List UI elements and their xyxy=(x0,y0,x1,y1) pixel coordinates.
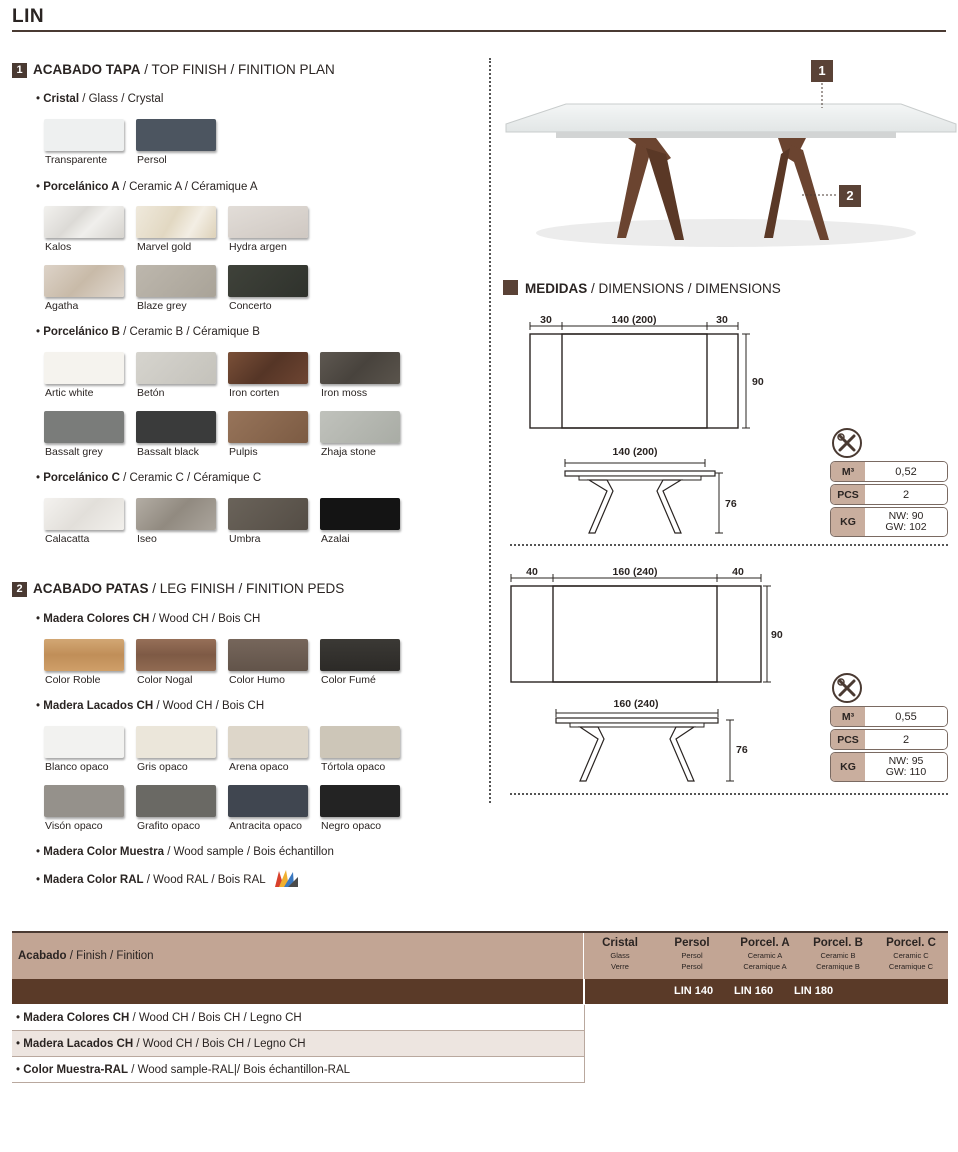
swatch-zhaja-stone[interactable] xyxy=(320,411,400,443)
finish-table-header xyxy=(12,931,948,979)
swatch-gris-opaco[interactable] xyxy=(136,726,216,758)
swatch-label: Color Roble xyxy=(45,674,101,686)
swatch-negro-opaco[interactable] xyxy=(320,785,400,817)
net-weight: NW: 90 xyxy=(888,510,924,522)
spec-value: 0,55 xyxy=(865,707,947,726)
gross-weight: GW: 102 xyxy=(885,521,927,533)
column-sub: Ceramique B xyxy=(816,962,860,971)
bullet: • xyxy=(36,472,44,484)
column-sub: Persol xyxy=(681,951,703,960)
column-porcel-b xyxy=(802,937,874,972)
spec-box-140 xyxy=(830,428,948,539)
bullet: • xyxy=(36,874,44,886)
heading-bold: MEDIDAS xyxy=(525,281,588,296)
category-bold: Madera Color RAL xyxy=(43,874,144,886)
spec-row-pieces xyxy=(830,729,948,750)
spec-row-weight xyxy=(830,752,948,782)
row-rest: / Wood CH / Bois CH / Legno CH xyxy=(129,1012,302,1024)
table-label xyxy=(18,950,154,962)
bullet: • xyxy=(36,93,44,105)
swatch-label: Agatha xyxy=(45,300,79,312)
swatch-label: Iseo xyxy=(137,533,157,545)
category-bold: Madera Color Muestra xyxy=(43,846,165,858)
swatch-label: Color Humo xyxy=(229,674,286,686)
category-rest: / Wood CH / Bois CH xyxy=(153,700,265,712)
swatch-color-nogal[interactable] xyxy=(136,639,216,671)
swatch-concerto[interactable] xyxy=(228,265,308,297)
spec-value: 2 xyxy=(865,730,947,749)
column-cristal xyxy=(584,937,656,972)
table-label-bold: Acabado xyxy=(18,950,67,962)
category-rest: / Wood RAL / Bois RAL xyxy=(143,874,266,886)
spec-key: M³ xyxy=(831,707,865,726)
spec-key: KG xyxy=(831,508,865,536)
swatch-tortola-opaco[interactable] xyxy=(320,726,400,758)
swatch-label: Calacatta xyxy=(45,533,90,545)
swatch-label: Antracita opaco xyxy=(229,820,302,832)
row-bold: Color Muestra-RAL xyxy=(23,1064,129,1076)
top-view-diagram-160 xyxy=(505,562,785,692)
callout-badge-1: 1 xyxy=(811,60,833,82)
swatch-azalai[interactable] xyxy=(320,498,400,530)
swatch-label: Bassalt grey xyxy=(45,446,103,458)
category-rest: / Ceramic A / Céramique A xyxy=(119,181,258,193)
spec-row-volume xyxy=(830,461,948,482)
row-bold: Madera Lacados CH xyxy=(23,1038,134,1050)
category-rest: / Glass / Crystal xyxy=(79,93,164,105)
dim-front-width: 140 (200) xyxy=(612,446,658,458)
swatch-umbra[interactable] xyxy=(228,498,308,530)
swatch-pulpis[interactable] xyxy=(228,411,308,443)
table-row xyxy=(12,1005,585,1031)
column-title: Porcel. B xyxy=(813,937,863,949)
category-porcelanico-a xyxy=(36,181,258,193)
section-title-bold: ACABADO TAPA xyxy=(33,62,141,77)
column-title: Persol xyxy=(674,937,710,949)
spec-box-160 xyxy=(830,673,948,784)
row-bold: Madera Colores CH xyxy=(23,1012,130,1024)
category-porcelanico-c xyxy=(36,472,261,484)
swatch-label: Arena opaco xyxy=(229,761,289,773)
spec-row-volume xyxy=(830,706,948,727)
spec-row-pieces xyxy=(830,484,948,505)
heading-rest: / DIMENSIONS / DIMENSIONS xyxy=(587,281,781,296)
swatch-label: Tórtola opaco xyxy=(321,761,386,773)
column-sub: Ceramique A xyxy=(743,962,787,971)
column-sub: Verre xyxy=(611,962,629,971)
swatch-label: Azalai xyxy=(321,533,350,545)
model-bar xyxy=(12,979,948,1004)
swatch-label: Negro opaco xyxy=(321,820,382,832)
swatch-label: Umbra xyxy=(229,533,261,545)
swatch-grafito-opaco[interactable] xyxy=(136,785,216,817)
section-title-rest: / TOP FINISH / FINITION PLAN xyxy=(140,62,335,77)
swatch-persol[interactable] xyxy=(136,119,216,151)
front-view-diagram-140 xyxy=(555,443,755,543)
swatch-blaze-grey[interactable] xyxy=(136,265,216,297)
category-bold: Madera Lacados CH xyxy=(43,700,154,712)
tools-icon xyxy=(832,673,862,703)
swatch-label: Concerto xyxy=(229,300,272,312)
swatch-label: Gris opaco xyxy=(137,761,188,773)
category-madera-lacados xyxy=(36,700,264,712)
swatch-label: Marvel gold xyxy=(137,241,192,253)
category-madera-ral xyxy=(36,874,266,886)
horizontal-divider xyxy=(510,544,948,546)
category-bold: Porcelánico A xyxy=(43,181,120,193)
category-bold: Porcelánico B xyxy=(43,326,120,338)
spec-value: 2 xyxy=(865,485,947,504)
dim-center: 140 (200) xyxy=(611,314,657,326)
model-lin-140: LIN 140 xyxy=(674,985,714,997)
swatch-label: Color Nogal xyxy=(137,674,193,686)
spec-value xyxy=(865,753,947,781)
top-view-diagram-140 xyxy=(500,310,780,440)
swatch-label: Grafito opaco xyxy=(137,820,201,832)
column-persol xyxy=(656,937,728,972)
ral-color-fan-icon xyxy=(272,867,300,891)
swatch-iseo[interactable] xyxy=(136,498,216,530)
swatch-iron-moss[interactable] xyxy=(320,352,400,384)
swatch-bassalt-black[interactable] xyxy=(136,411,216,443)
swatch-calacatta[interactable] xyxy=(44,498,124,530)
bullet: • xyxy=(16,1012,24,1024)
dim-right: 40 xyxy=(732,566,744,578)
category-porcelanico-b xyxy=(36,326,260,338)
spec-key: PCS xyxy=(831,730,865,749)
spec-value: 0,52 xyxy=(865,462,947,481)
bullet: • xyxy=(36,181,44,193)
table-row xyxy=(12,1031,585,1057)
bullet: • xyxy=(36,846,44,858)
category-madera-colores xyxy=(36,613,260,625)
dim-center: 160 (240) xyxy=(612,566,658,578)
swatch-label: Artic white xyxy=(45,387,94,399)
column-divider xyxy=(583,979,585,1004)
swatch-label: Blaze grey xyxy=(137,300,187,312)
category-rest: / Wood CH / Bois CH xyxy=(149,613,261,625)
column-title: Porcel. C xyxy=(886,937,936,949)
swatch-label: Bassalt black xyxy=(137,446,199,458)
swatch-hydra-argen[interactable] xyxy=(228,206,308,238)
bullet: • xyxy=(36,326,44,338)
swatch-agatha[interactable] xyxy=(44,265,124,297)
swatch-blanco-opaco[interactable] xyxy=(44,726,124,758)
column-title: Porcel. A xyxy=(740,937,790,949)
swatch-label: Blanco opaco xyxy=(45,761,109,773)
vertical-divider xyxy=(489,58,491,803)
spec-row-weight xyxy=(830,507,948,537)
category-cristal xyxy=(36,93,163,105)
swatch-label: Persol xyxy=(137,154,167,166)
product-photo xyxy=(496,58,958,260)
dim-height: 76 xyxy=(725,498,737,510)
section-title-rest: / LEG FINISH / FINITION PEDS xyxy=(148,581,345,596)
column-sub: Ceramic C xyxy=(893,951,929,960)
table-row xyxy=(12,1057,585,1083)
dim-front-width: 160 (240) xyxy=(613,698,659,710)
gross-weight: GW: 110 xyxy=(885,766,927,778)
swatch-label: Kalos xyxy=(45,241,72,253)
bullet: • xyxy=(16,1064,24,1076)
swatch-vison-opaco[interactable] xyxy=(44,785,124,817)
page-title: LIN xyxy=(12,6,45,27)
column-sub: Persol xyxy=(681,962,703,971)
title-divider xyxy=(12,30,946,32)
swatch-transparente[interactable] xyxy=(44,119,124,151)
section-top-finish-heading xyxy=(12,62,335,78)
section-number-badge: 2 xyxy=(12,582,27,597)
dim-left: 30 xyxy=(540,314,552,326)
swatch-color-humo[interactable] xyxy=(228,639,308,671)
table-label-rest: / Finish / Finition xyxy=(66,950,154,962)
swatch-label: Iron corten xyxy=(229,387,280,399)
section-title-bold: ACABADO PATAS xyxy=(33,581,149,596)
swatch-color-fume[interactable] xyxy=(320,639,400,671)
category-bold: Cristal xyxy=(43,93,80,105)
dimensions-heading xyxy=(503,280,781,296)
swatch-kalos[interactable] xyxy=(44,206,124,238)
column-title: Cristal xyxy=(602,937,638,949)
swatch-beton[interactable] xyxy=(136,352,216,384)
spec-key: KG xyxy=(831,753,865,781)
swatch-label: Color Fumé xyxy=(321,674,376,686)
callout-badge-2: 2 xyxy=(839,185,861,207)
model-lin-160: LIN 160 xyxy=(734,985,774,997)
swatch-arena-opaco[interactable] xyxy=(228,726,308,758)
front-view-diagram-160 xyxy=(548,693,758,793)
column-porcel-c xyxy=(875,937,947,972)
dim-height: 76 xyxy=(736,744,748,756)
section-number-badge: 1 xyxy=(12,63,27,78)
category-bold: Porcelánico C xyxy=(43,472,120,484)
column-sub: Ceramique C xyxy=(888,962,934,971)
row-rest: / Wood sample-RAL|/ Bois échantillon-RAL xyxy=(128,1064,351,1076)
dim-depth: 90 xyxy=(771,629,783,641)
tools-icon xyxy=(832,428,862,458)
bullet: • xyxy=(36,613,44,625)
spec-value xyxy=(865,508,947,536)
dim-depth: 90 xyxy=(752,376,764,388)
swatch-label: Visón opaco xyxy=(45,820,103,832)
column-sub: Ceramic B xyxy=(820,951,856,960)
bullet: • xyxy=(16,1038,24,1050)
swatch-label: Hydra argen xyxy=(229,241,287,253)
column-porcel-a xyxy=(729,937,801,972)
heading-square-icon xyxy=(503,280,518,295)
spec-key: PCS xyxy=(831,485,865,504)
model-lin-180: LIN 180 xyxy=(794,985,834,997)
category-rest: / Ceramic C / Céramique C xyxy=(119,472,262,484)
row-rest: / Wood CH / Bois CH / Legno CH xyxy=(133,1038,306,1050)
swatch-label: Zhaja stone xyxy=(321,446,376,458)
swatch-antracita-opaco[interactable] xyxy=(228,785,308,817)
swatch-label: Transparente xyxy=(45,154,108,166)
swatch-marvel-gold[interactable] xyxy=(136,206,216,238)
column-sub: Glass xyxy=(610,951,630,960)
horizontal-divider xyxy=(510,793,948,795)
category-rest: / Wood sample / Bois échantillon xyxy=(164,846,334,858)
section-leg-finish-heading xyxy=(12,581,344,597)
category-rest: / Ceramic B / Céramique B xyxy=(119,326,260,338)
swatch-label: Iron moss xyxy=(321,387,368,399)
swatch-iron-corten[interactable] xyxy=(228,352,308,384)
column-sub: Ceramic A xyxy=(747,951,783,960)
dim-right: 30 xyxy=(716,314,728,326)
spec-key: M³ xyxy=(831,462,865,481)
swatch-artic-white[interactable] xyxy=(44,352,124,384)
net-weight: NW: 95 xyxy=(888,755,924,767)
category-madera-muestra xyxy=(36,846,334,858)
swatch-label: Betón xyxy=(137,387,165,399)
swatch-label: Pulpis xyxy=(229,446,258,458)
dim-left: 40 xyxy=(526,566,538,578)
category-bold: Madera Colores CH xyxy=(43,613,150,625)
swatch-color-roble[interactable] xyxy=(44,639,124,671)
bullet: • xyxy=(36,700,44,712)
swatch-bassalt-grey[interactable] xyxy=(44,411,124,443)
